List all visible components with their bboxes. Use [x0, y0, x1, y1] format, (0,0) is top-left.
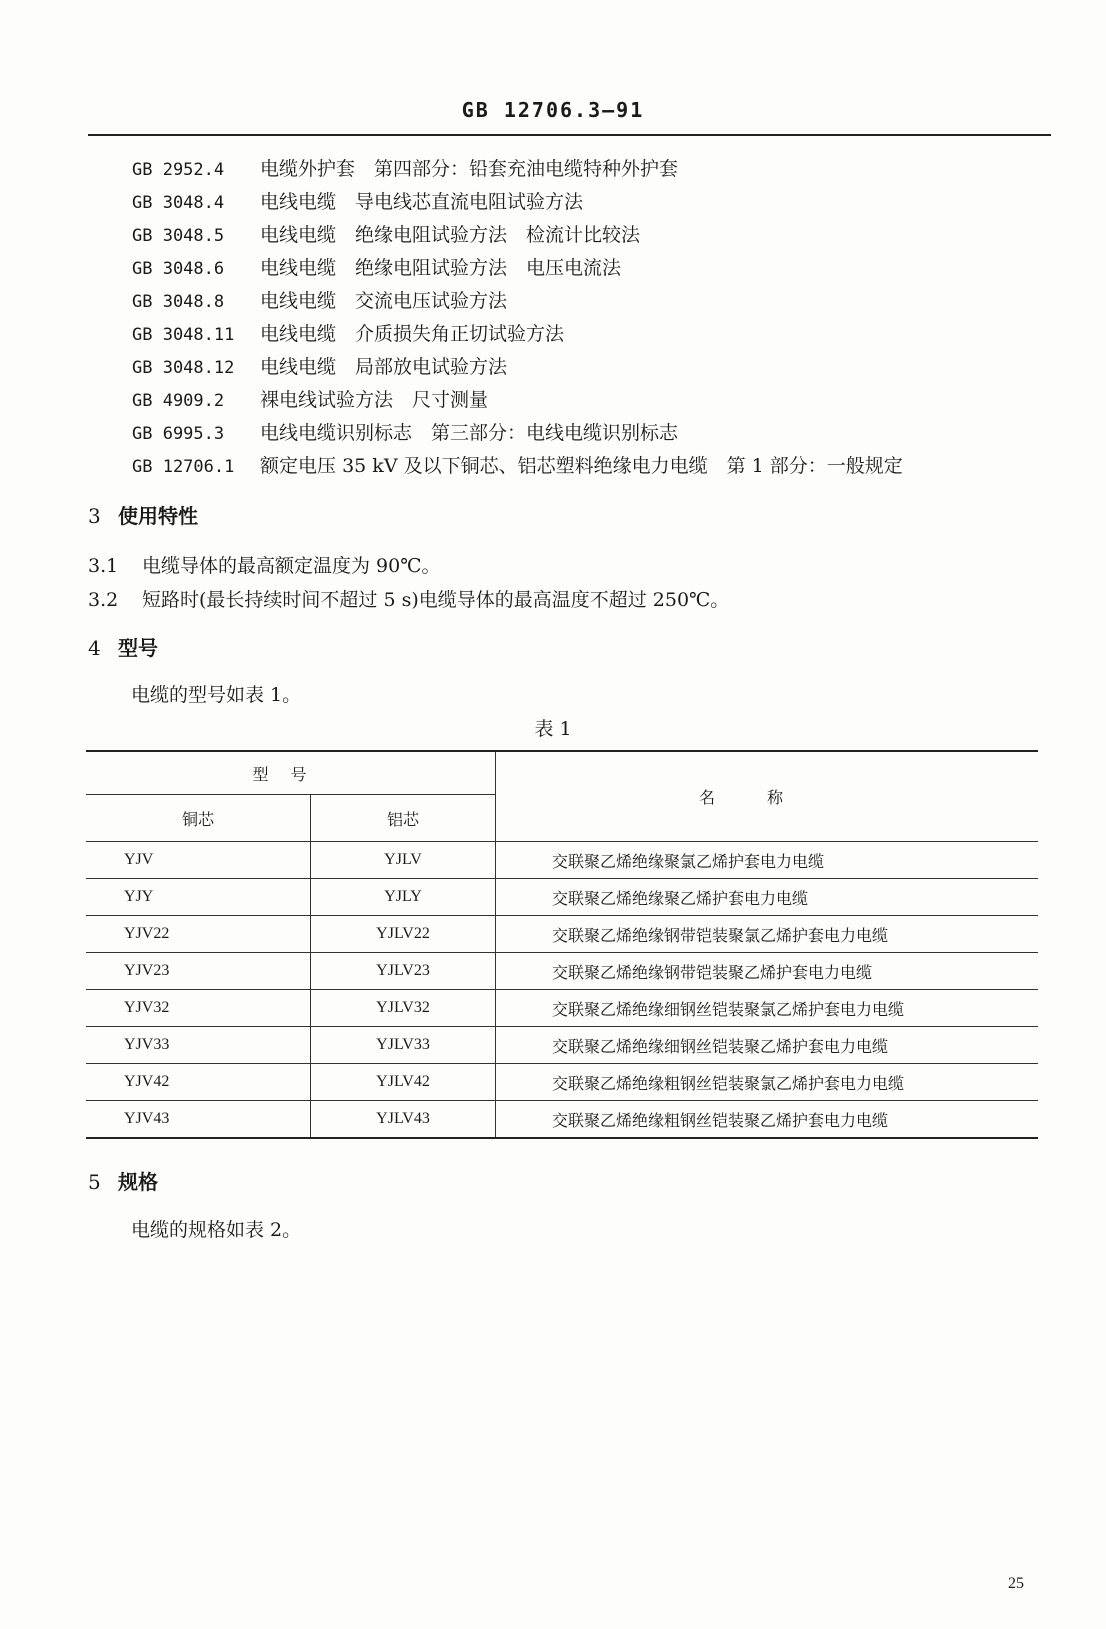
reference-code: GB 2952.4 [132, 160, 225, 180]
table-row [86, 1101, 1038, 1139]
header-aluminum: 铝芯 [311, 795, 496, 842]
clause-text: 短路时(最长持续时间不超过 5 s)电缆导体的最高温度不超过 250℃。 [142, 589, 730, 611]
reference-item [132, 318, 1062, 351]
reference-code: GB 4909.2 [132, 391, 225, 411]
reference-item [132, 285, 1062, 318]
reference-item [132, 219, 1062, 252]
reference-title: 电缆外护套 第四部分：铅套充油电缆特种外护套 [260, 158, 679, 180]
cable-name: 交联聚乙烯绝缘钢带铠装聚乙烯护套电力电缆 [496, 953, 1039, 990]
header-rule [88, 134, 1051, 136]
table-row [86, 1027, 1038, 1064]
clause-3-2 [88, 585, 729, 612]
clause-number: 3.2 [88, 589, 119, 611]
section-5-heading [88, 1166, 158, 1195]
reference-item [132, 417, 1062, 450]
copper-model: YJV42 [86, 1064, 311, 1101]
copper-model: YJV43 [86, 1101, 311, 1139]
aluminum-model: YJLV33 [311, 1027, 496, 1064]
section-title: 规格 [118, 1170, 158, 1194]
reference-code: GB 6995.3 [132, 424, 225, 444]
aluminum-model: YJLV [311, 842, 496, 879]
reference-title: 电线电缆 交流电压试验方法 [260, 290, 508, 312]
reference-item [132, 252, 1062, 285]
table-row [86, 990, 1038, 1027]
reference-item [132, 186, 1062, 219]
table-1-caption: 表 1 [534, 718, 572, 740]
document-header: GB 12706.3—91 [461, 98, 645, 122]
aluminum-model: YJLY [311, 879, 496, 916]
copper-model: YJV33 [86, 1027, 311, 1064]
reference-title: 电线电缆 介质损失角正切试验方法 [260, 323, 565, 345]
section-4-heading [88, 632, 158, 661]
reference-title: 电线电缆 导电线芯直流电阻试验方法 [260, 191, 584, 213]
section-number: 3 [88, 504, 101, 528]
reference-title: 电线电缆 局部放电试验方法 [260, 356, 508, 378]
header-copper: 铜芯 [86, 795, 311, 842]
reference-title: 额定电压 35 kV 及以下铜芯、铝芯塑料绝缘电力电缆 第 1 部分：一般规定 [260, 455, 903, 477]
reference-title: 裸电线试验方法 尺寸测量 [260, 389, 489, 411]
section-title: 型号 [118, 636, 158, 660]
copper-model: YJV [86, 842, 311, 879]
cable-name: 交联聚乙烯绝缘聚氯乙烯护套电力电缆 [496, 842, 1039, 879]
reference-item [132, 351, 1062, 384]
section-4-intro: 电缆的型号如表 1。 [131, 684, 302, 706]
cable-name: 交联聚乙烯绝缘聚乙烯护套电力电缆 [496, 879, 1039, 916]
section-number: 4 [88, 636, 101, 660]
reference-title: 电线电缆识别标志 第三部分：电线电缆识别标志 [260, 422, 679, 444]
table-row [86, 842, 1038, 879]
table-row [86, 1064, 1038, 1101]
copper-model: YJY [86, 879, 311, 916]
reference-code: GB 3048.8 [132, 292, 225, 312]
cable-name: 交联聚乙烯绝缘细钢丝铠装聚乙烯护套电力电缆 [496, 1027, 1039, 1064]
copper-model: YJV23 [86, 953, 311, 990]
cable-name: 交联聚乙烯绝缘粗钢丝铠装聚氯乙烯护套电力电缆 [496, 1064, 1039, 1101]
reference-item [132, 384, 1062, 417]
header-model: 型号 [86, 751, 496, 795]
section-title: 使用特性 [118, 504, 198, 528]
aluminum-model: YJLV42 [311, 1064, 496, 1101]
reference-title: 电线电缆 绝缘电阻试验方法 检流计比较法 [260, 224, 641, 246]
reference-item [132, 450, 1062, 483]
aluminum-model: YJLV22 [311, 916, 496, 953]
clause-3-1 [88, 551, 440, 578]
header-name: 名称 [496, 751, 1039, 842]
cable-name: 交联聚乙烯绝缘细钢丝铠装聚氯乙烯护套电力电缆 [496, 990, 1039, 1027]
reference-code: GB 3048.12 [132, 358, 235, 378]
copper-model: YJV32 [86, 990, 311, 1027]
section-5-intro: 电缆的规格如表 2。 [131, 1219, 302, 1241]
page-number: 25 [1008, 1575, 1024, 1592]
reference-item [132, 153, 1062, 186]
clause-number: 3.1 [88, 555, 119, 577]
aluminum-model: YJLV32 [311, 990, 496, 1027]
reference-code: GB 3048.6 [132, 259, 225, 279]
section-3-heading [88, 500, 198, 529]
reference-code: GB 3048.5 [132, 226, 225, 246]
reference-code: GB 3048.11 [132, 325, 235, 345]
clause-text: 电缆导体的最高额定温度为 90℃。 [142, 555, 441, 577]
copper-model: YJV22 [86, 916, 311, 953]
table-row [86, 953, 1038, 990]
reference-code: GB 12706.1 [132, 457, 235, 477]
reference-title: 电线电缆 绝缘电阻试验方法 电压电流法 [260, 257, 622, 279]
table-row [86, 916, 1038, 953]
table-row [86, 879, 1038, 916]
aluminum-model: YJLV43 [311, 1101, 496, 1139]
aluminum-model: YJLV23 [311, 953, 496, 990]
section-number: 5 [88, 1170, 101, 1194]
reference-list [132, 153, 1062, 483]
reference-code: GB 3048.4 [132, 193, 225, 213]
cable-name: 交联聚乙烯绝缘钢带铠装聚氯乙烯护套电力电缆 [496, 916, 1039, 953]
model-table [86, 750, 1038, 1139]
cable-name: 交联聚乙烯绝缘粗钢丝铠装聚乙烯护套电力电缆 [496, 1101, 1039, 1139]
